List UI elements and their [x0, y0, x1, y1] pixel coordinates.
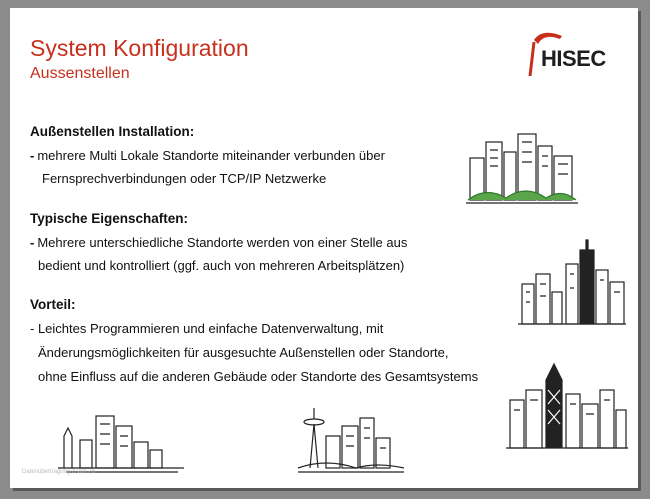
- logo-text: HISEC: [541, 46, 606, 71]
- section-heading-eigenschaften: Typische Eigenschaften:: [30, 211, 189, 226]
- harbor-skyline-icon: [56, 406, 186, 476]
- section-line: ohne Einfluss auf die anderen Gebäude oder Standorte des Gesamtsystems: [38, 369, 479, 384]
- section-heading-vorteil: Vorteil:: [30, 297, 76, 312]
- section-line: Fernsprechverbindungen oder TCP/IP Netzwerke: [42, 171, 327, 186]
- bullet-dash: -: [30, 235, 35, 250]
- pagoda-skyline-icon: [504, 360, 630, 456]
- tower-skyline-icon: [516, 234, 628, 330]
- space-needle-skyline-icon: [296, 406, 406, 476]
- slide-footer: Datenübertragung 3 von 26: [22, 469, 96, 475]
- section-line: Änderungsmöglichkeiten für ausgesuchte Außenstellen oder Standorte,: [38, 345, 449, 360]
- section-line: [30, 235, 407, 250]
- city-skyline-icon: [466, 128, 578, 206]
- section-line: bedient und kontrolliert (ggf. auch von mehreren Arbeitsplätzen): [38, 258, 405, 273]
- slide-subtitle: Aussenstellen: [30, 65, 130, 82]
- section-heading-installation: Außenstellen Installation:: [30, 124, 195, 139]
- section-line: [30, 148, 385, 163]
- slide-title: System Konfiguration: [30, 35, 249, 61]
- section-text: Mehrere unterschiedliche Standorte werden von einer Stelle aus: [37, 235, 408, 250]
- slide: [10, 8, 638, 488]
- section-text: mehrere Multi Lokale Standorte miteinander verbunden über: [37, 148, 385, 163]
- section-line: - Leichtes Programmieren und einfache Datenverwaltung, mit: [30, 321, 384, 336]
- bullet-dash: -: [30, 148, 35, 163]
